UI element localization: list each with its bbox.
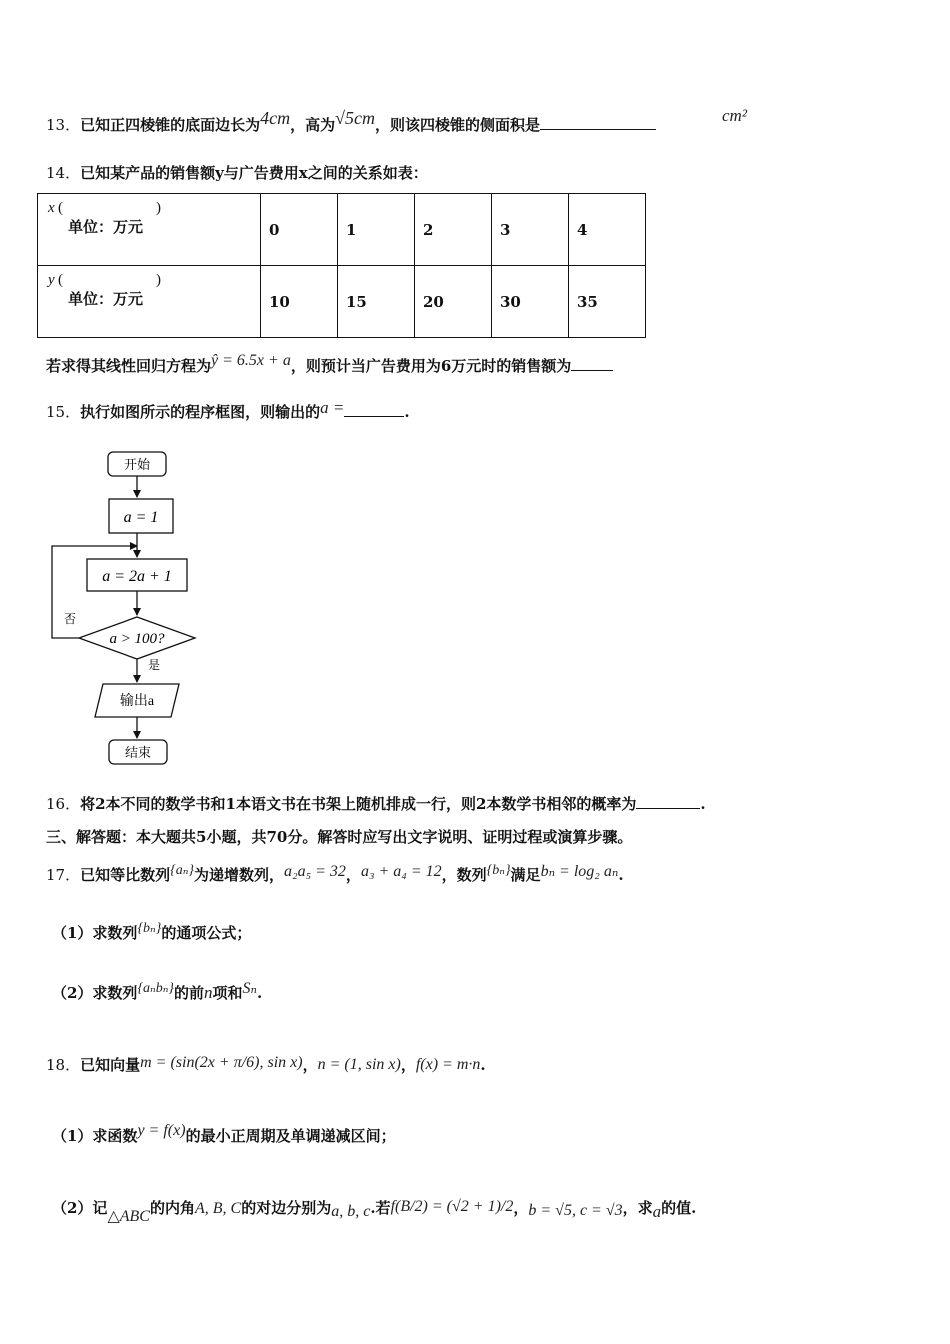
q15-text-1: 执行如图所示的程序框图，则输出的 [80,403,321,421]
q18-text-3: ， [400,1056,416,1074]
q18-p2-text-6: 的值. [661,1199,697,1217]
flow-output-label: 输出a [119,694,155,709]
q16-number: 16． [46,795,81,813]
q17-p1-tail: 的通项公式； [161,924,252,942]
q14-regression-line [46,352,613,376]
q13-text-1: 已知正四棱锥的底面边长为 [80,116,261,134]
q17-relation: bₙ = log₂ aₙ [540,863,619,880]
q13-math-height: √5cm [335,108,375,128]
x-value-1: 1 [338,194,415,266]
q17-text-4: ，数列 [441,866,487,884]
q15-line [46,398,410,422]
q17-p2-n: n [204,983,213,1002]
q18-p1-label: （1）求函数 [52,1127,138,1145]
q17-p2-mid: 的前 [174,984,205,1002]
y-value-4: 35 [569,266,646,338]
flow-update-label: a = 2a + 1 [102,568,172,585]
y-value-3: 30 [492,266,569,338]
q14-number: 14． [46,164,81,182]
q15-answer-blank [344,415,404,417]
q17-part-1 [52,922,251,943]
y-unit-label: 单位：万元 [68,290,144,308]
flow-no-label: 否 [64,612,77,626]
x-paren-open: ( [58,200,63,216]
q13-number: 13． [46,116,81,134]
q18-vector-n: n = (1, sin x) [317,1056,401,1073]
table-row-y [38,266,646,338]
q18-text-4: . [480,1056,486,1074]
q18-number: 18． [46,1056,81,1074]
q18-part-2 [52,1197,697,1225]
q15-flowchart [40,446,250,771]
q13-line [46,108,656,135]
y-value-0: 10 [261,266,338,338]
q17-text-1: 已知等比数列 [80,866,171,884]
x-variable: x [48,200,55,216]
flow-yes-label: 是 [148,658,161,672]
q17-p2-s: Sₙ [242,980,258,997]
q14-intro-text: 已知某产品的销售额y与广告费用x之间的关系如表： [80,164,428,182]
q18-p2-label: （2）记 [52,1199,108,1217]
q17-text-3: ， [345,866,361,884]
q18-p2-angles: A, B, C [194,1200,242,1217]
q18-function-def: f(x) = m·n [415,1056,481,1073]
y-value-1: 15 [338,266,415,338]
q18-p1-function: y = f(x) [137,1122,186,1139]
q13-text-3: ，则该四棱锥的侧面积是 [375,116,541,134]
q17-text-6: . [618,866,624,884]
y-paren-close: ) [156,272,161,288]
y-variable: y [48,272,55,288]
q18-p2-text-4: ， [513,1199,529,1217]
q18-part-1 [52,1122,396,1146]
flow-start-label: 开始 [123,457,151,472]
q17-number: 17． [46,866,81,884]
table-header-x [38,194,261,266]
flow-end-label: 结束 [124,745,152,760]
q17-p2-label: （2）求数列 [52,984,138,1002]
q17-seq-b: {bₙ} [486,863,511,878]
q18-p2-sides: a, b, c [331,1203,371,1220]
q13-unit: cm² [722,106,747,125]
q18-p2-text-3: .若 [370,1199,391,1217]
x-unit-label: 单位：万元 [68,218,144,236]
q17-p1-label: （1）求数列 [52,924,138,942]
q18-p1-tail: 的最小正周期及单调递减区间； [185,1127,396,1145]
q14-text-2: ，则预计当广告费用为6万元时的销售额为 [290,357,572,375]
q13-answer-blank [540,128,656,130]
y-paren-open: ( [58,272,63,288]
q18-p2-triangle: △ABC [107,1208,150,1225]
q17-p1-seq: {bₙ} [137,921,162,936]
q14-text-1: 若求得其线性回归方程为 [46,357,212,375]
q14-regression-eq: ŷ = 6.5x + a [211,352,291,369]
q17-part-2 [52,982,262,1003]
q17-cond-2: a₃ + a₄ = 12 [360,863,442,880]
table-header-y [38,266,261,338]
q14-answer-blank [571,369,613,371]
q18-p2-text-1: 的内角 [149,1199,195,1217]
q18-vector-m: m = (sin(2x + π/6), sin x) [140,1054,303,1071]
y-value-2: 20 [415,266,492,338]
q15-math: a = [320,398,345,417]
q13-text-2: ，高为 [290,116,336,134]
q18-p2-a: a [652,1202,662,1221]
q18-p2-condition: f(B/2) = (√2 + 1)/2 [390,1198,514,1215]
q17-p2-mid2: 项和 [212,984,243,1002]
q16-text-2: . [700,795,706,813]
q15-number: 15． [46,403,81,421]
q16-text-1: 将2本不同的数学书和1本语文书在书架上随机排成一行，则2本数学书相邻的概率为 [80,795,637,813]
q17-p2-seq: {aₙbₙ} [137,981,174,996]
flow-init-label: a = 1 [123,509,159,526]
x-value-2: 2 [415,194,492,266]
q16-answer-blank [636,807,700,809]
q18-p2-text-2: 的对边分别为 [241,1199,332,1217]
q18-text-1: 已知向量 [80,1056,141,1074]
q17-text-2: 为递增数列， [193,866,284,884]
q18-p2-text-5: ，求 [622,1199,653,1217]
q18-line [46,1054,486,1075]
flow-cond-label: a > 100? [109,631,165,647]
q17-p2-tail: . [257,984,263,1002]
x-value-3: 3 [492,194,569,266]
q17-seq-a: {aₙ} [170,863,194,878]
q16-line [46,793,706,814]
q18-p2-values: b = √5, c = √3 [528,1202,623,1219]
q18-text-2: ， [302,1056,318,1074]
q13-math-side: 4cm [260,108,291,128]
section-3-heading: 三、解答题：本大题共5小题，共70分。解答时应写出文字说明、证明过程或演算步骤。 [46,828,633,846]
q17-line [46,864,624,885]
x-value-4: 4 [569,194,646,266]
q15-text-2: . [404,403,410,421]
q14-intro [46,162,428,183]
q17-text-5: 满足 [510,866,541,884]
table-row-x [38,194,646,266]
x-value-0: 0 [261,194,338,266]
q14-data-table [37,193,646,338]
x-paren-close: ) [156,200,161,216]
q17-cond-1: a₂a₅ = 32 [284,863,346,880]
